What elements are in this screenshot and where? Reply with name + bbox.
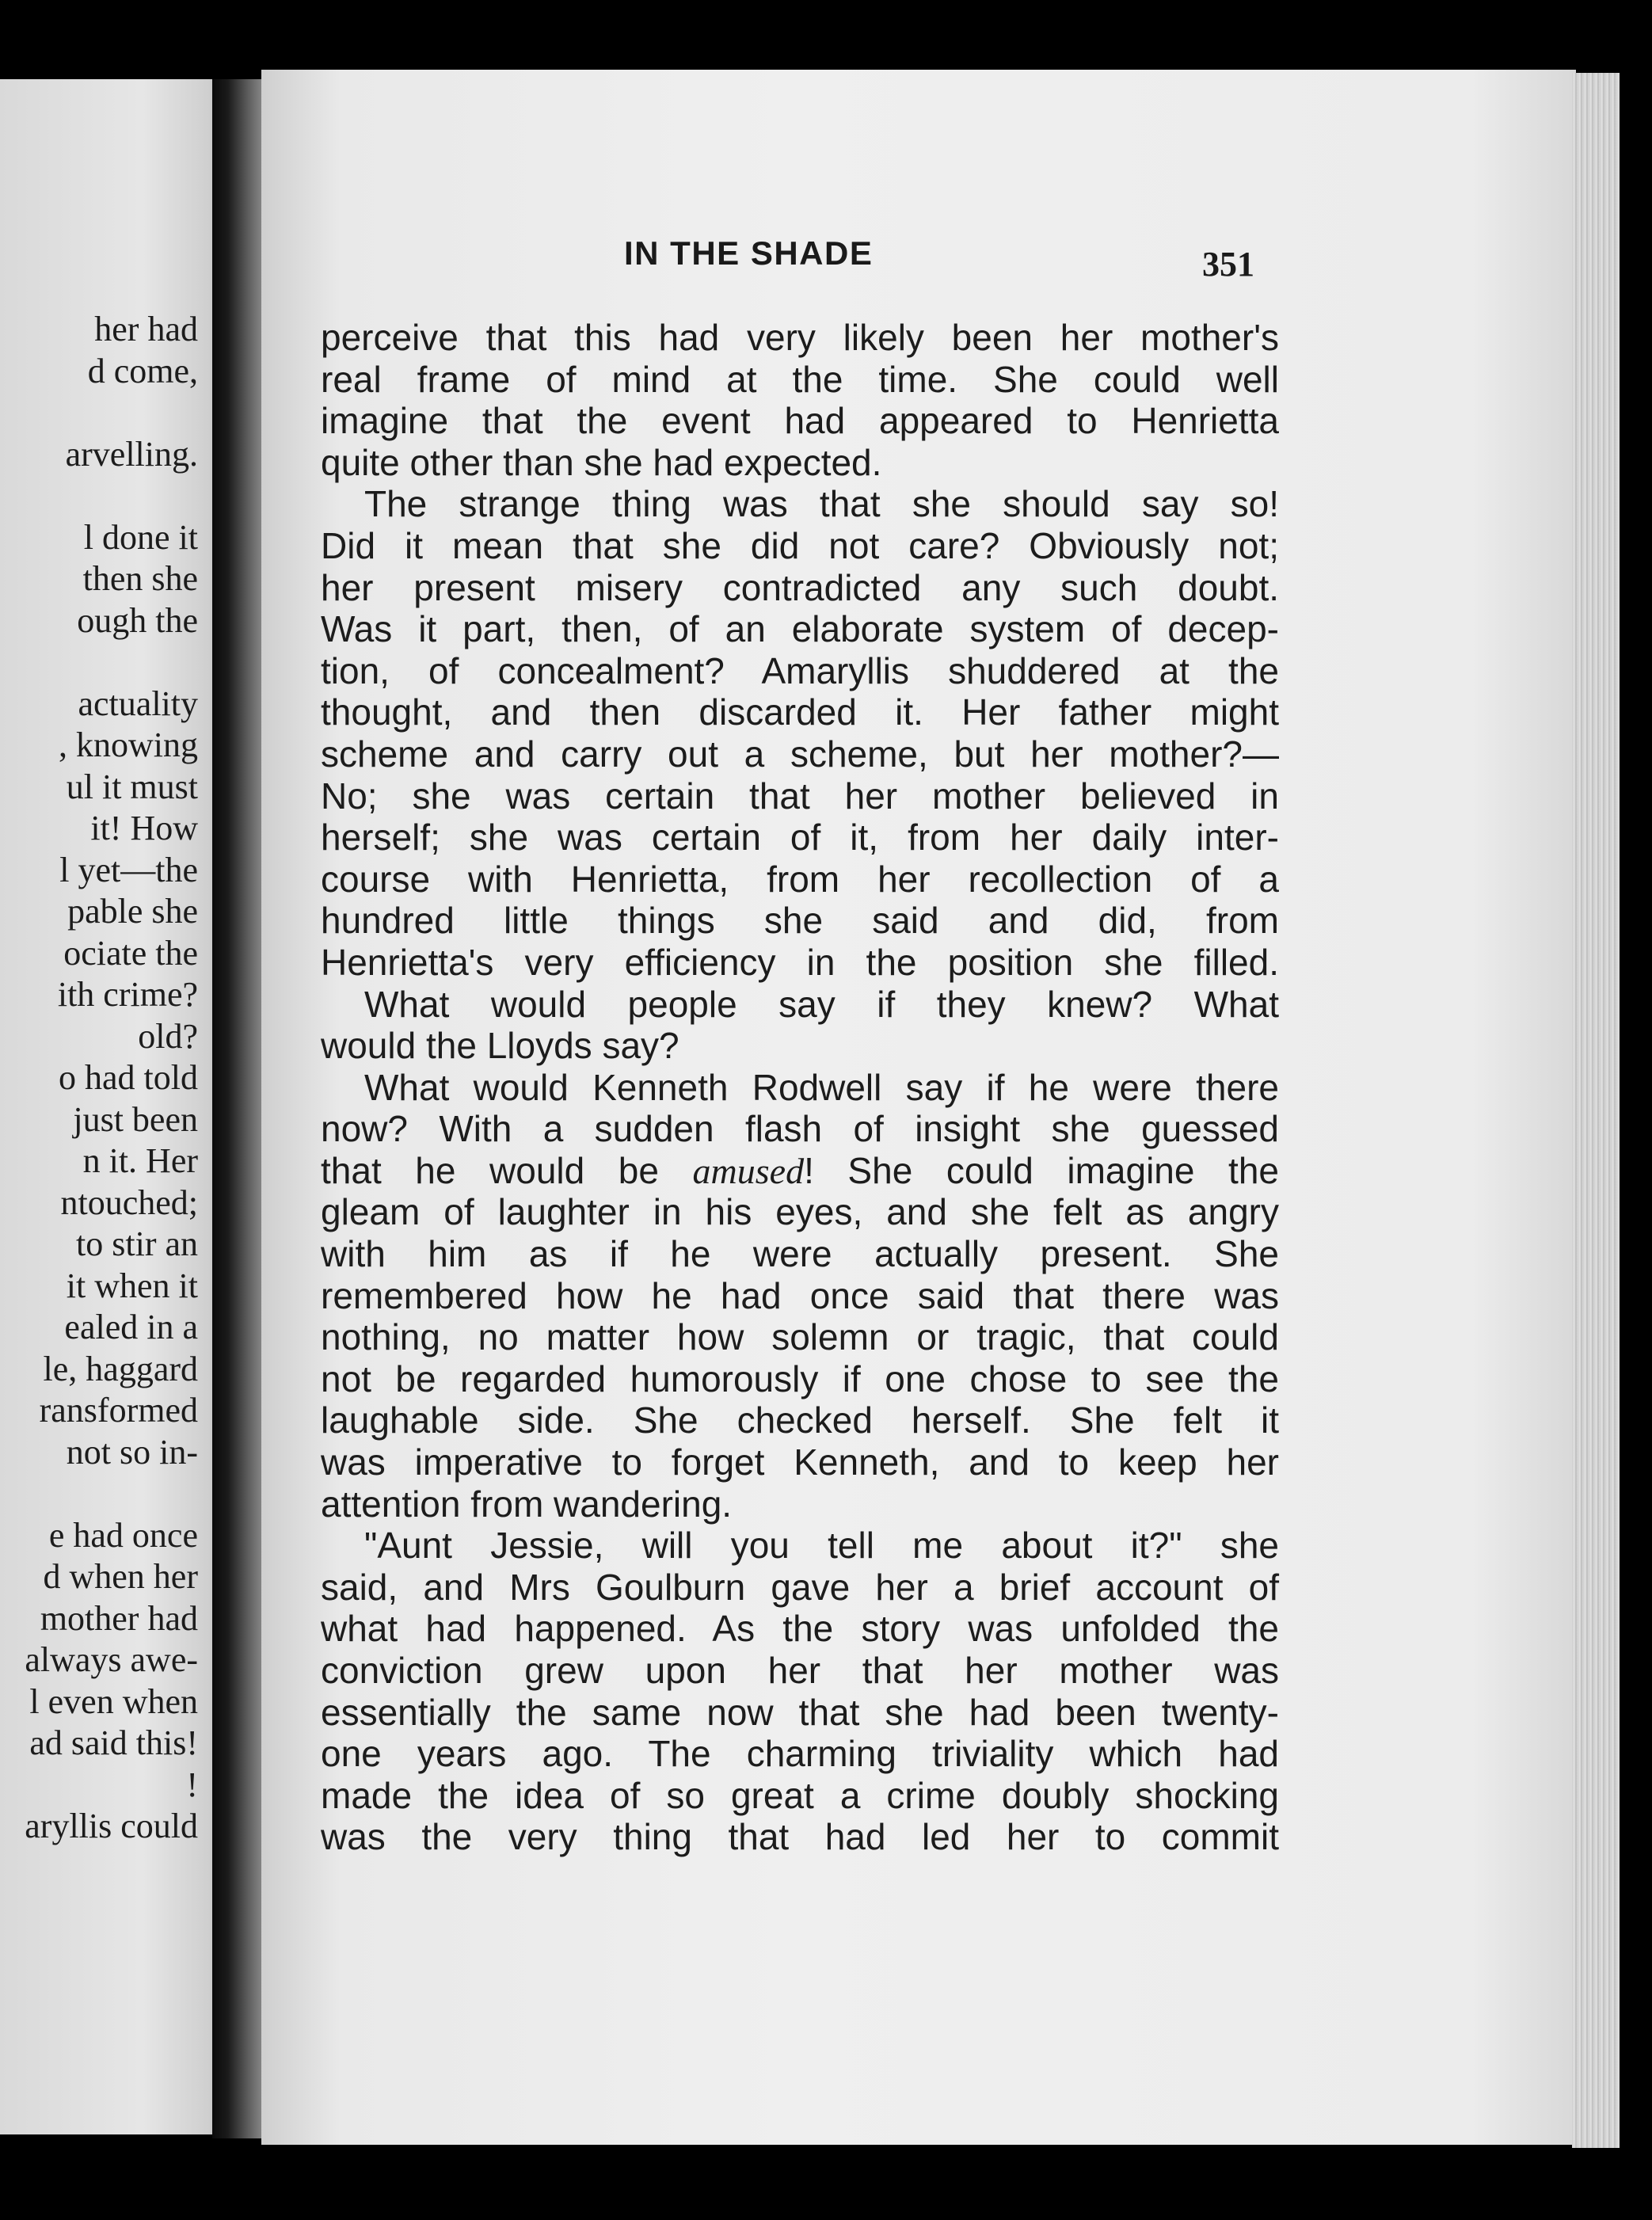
text-line: quite other than she had expected. [321, 441, 882, 483]
previous-page-text [0, 309, 198, 1848]
text-line: nothing, no matter how solemn or tragic, that could [321, 1316, 1279, 1358]
previous-page-line: ealed in a [64, 1308, 198, 1346]
previous-page-line: always awe- [25, 1640, 198, 1679]
text-line: was the very thing that had led her to commit [321, 1816, 1279, 1858]
text-line: said, and Mrs Goulburn gave her a brief account of [321, 1566, 1279, 1608]
previous-page-line [0, 1473, 198, 1515]
previous-page-line: , knowing [59, 725, 198, 764]
previous-page-line: l even when [29, 1681, 198, 1721]
running-head: IN THE SHADE [624, 234, 874, 272]
text-line: What would people say if they knew? What [364, 983, 1279, 1025]
text-line: hundred little things she said and did, from [321, 900, 1279, 942]
text-line: not be regarded humorously if one chose to see the [321, 1358, 1279, 1399]
previous-page-line: ith crime? [57, 975, 198, 1014]
previous-page-line: o had told [59, 1058, 198, 1097]
previous-page-line: arvelling. [65, 434, 198, 474]
text-line: would the Lloyds say? [321, 1025, 679, 1067]
text-line: essentially the same now that she had been twenty- [321, 1691, 1279, 1733]
text-line: thought, and then discarded it. Her father might [321, 691, 1279, 733]
text-line: imagine that the event had appeared to Henrietta [321, 400, 1279, 442]
previous-page-line: her had [94, 310, 198, 348]
text-line: What would Kenneth Rodwell say if he were there [364, 1066, 1279, 1108]
previous-page-line: mother had [40, 1598, 198, 1638]
previous-page-line: ociate the [63, 933, 198, 973]
text-line: made the idea of so great a crime doubly shocking [321, 1774, 1279, 1816]
text-line: tion, of concealment? Amaryllis shuddered at the [321, 649, 1279, 691]
text-line: that he would be amused! She could imagine the [321, 1149, 1279, 1191]
text-line: herself; she was certain of it, from her daily inter- [321, 817, 1279, 859]
text-line: scheme and carry out a scheme, but her mother?— [321, 733, 1279, 775]
previous-page-line: l yet—the [59, 850, 198, 889]
previous-page-line: d come, [87, 351, 198, 390]
previous-page-line: just been [73, 1099, 198, 1139]
text-line: was imperative to forget Kenneth, and to keep her [321, 1441, 1279, 1483]
text-line: attention from wandering. [321, 1483, 733, 1525]
text-line: Henrietta's very efficiency in the position she filled. [321, 941, 1279, 983]
text-line: now? With a sudden flash of insight she guessed [321, 1108, 1279, 1150]
text-line: real frame of mind at the time. She could well [321, 358, 1279, 400]
previous-page-line: ntouched; [60, 1182, 198, 1222]
previous-page-line [0, 475, 198, 517]
previous-page-line: e had once [48, 1515, 198, 1555]
text-line: conviction grew upon her that her mother was [321, 1650, 1279, 1691]
previous-page-line: it when it [66, 1266, 198, 1305]
text-line: her present misery contradicted any such doubt. [321, 566, 1279, 608]
text-line: course with Henrietta, from her recollection of a [321, 858, 1279, 900]
text-line: perceive that this had very likely been her mother's [321, 317, 1279, 358]
previous-page-line: aryllis could [25, 1807, 198, 1845]
text-line: No; she was certain that her mother believed in [321, 775, 1279, 817]
previous-page-line: pable she [67, 892, 198, 931]
previous-page-line: d when her [43, 1557, 198, 1596]
previous-page-line [0, 392, 198, 434]
page-number: 351 [1202, 245, 1254, 284]
previous-page-line: actuality [78, 684, 198, 723]
previous-page-line: l done it [83, 517, 198, 557]
text-line: one years ago. The charming triviality which had [321, 1733, 1279, 1775]
previous-page-fragment [0, 79, 238, 2134]
text-line: Was it part, then, of an elaborate system of decep- [321, 608, 1279, 650]
previous-page-line: then she [82, 559, 198, 598]
previous-page-line: ! [186, 1765, 198, 1804]
previous-page-line: n it. Her [82, 1141, 198, 1180]
text-line: gleam of laughter in his eyes, and she felt as angry [321, 1191, 1279, 1233]
text-line: what had happened. As the story was unfolded the [321, 1608, 1279, 1650]
previous-page-line: it! How [90, 809, 198, 847]
previous-page-line: not so in- [66, 1432, 198, 1472]
body-text [321, 317, 1279, 1858]
previous-page-line [0, 642, 198, 684]
previous-page-line: ad said this! [29, 1723, 198, 1762]
previous-page-line: ough the [77, 600, 198, 640]
previous-page-line: ransformed [39, 1391, 198, 1430]
text-line: The strange thing was that she should say so! [364, 483, 1279, 525]
previous-page-line: le, haggard [43, 1349, 198, 1388]
text-line: with him as if he were actually present. She [321, 1233, 1279, 1275]
page-edges [1572, 73, 1620, 2148]
text-line: "Aunt Jessie, will you tell me about it?" she [364, 1525, 1279, 1567]
text-line: remembered how he had once said that there was [321, 1274, 1279, 1316]
previous-page-line: old? [138, 1016, 198, 1056]
previous-page-line: to stir an [76, 1224, 198, 1263]
previous-page-line: ul it must [66, 767, 198, 806]
text-line: laughable side. She checked herself. She felt it [321, 1399, 1279, 1441]
italic-word: amused [692, 1150, 805, 1191]
text-line: Did it mean that she did not care? Obviously not; [321, 524, 1279, 566]
